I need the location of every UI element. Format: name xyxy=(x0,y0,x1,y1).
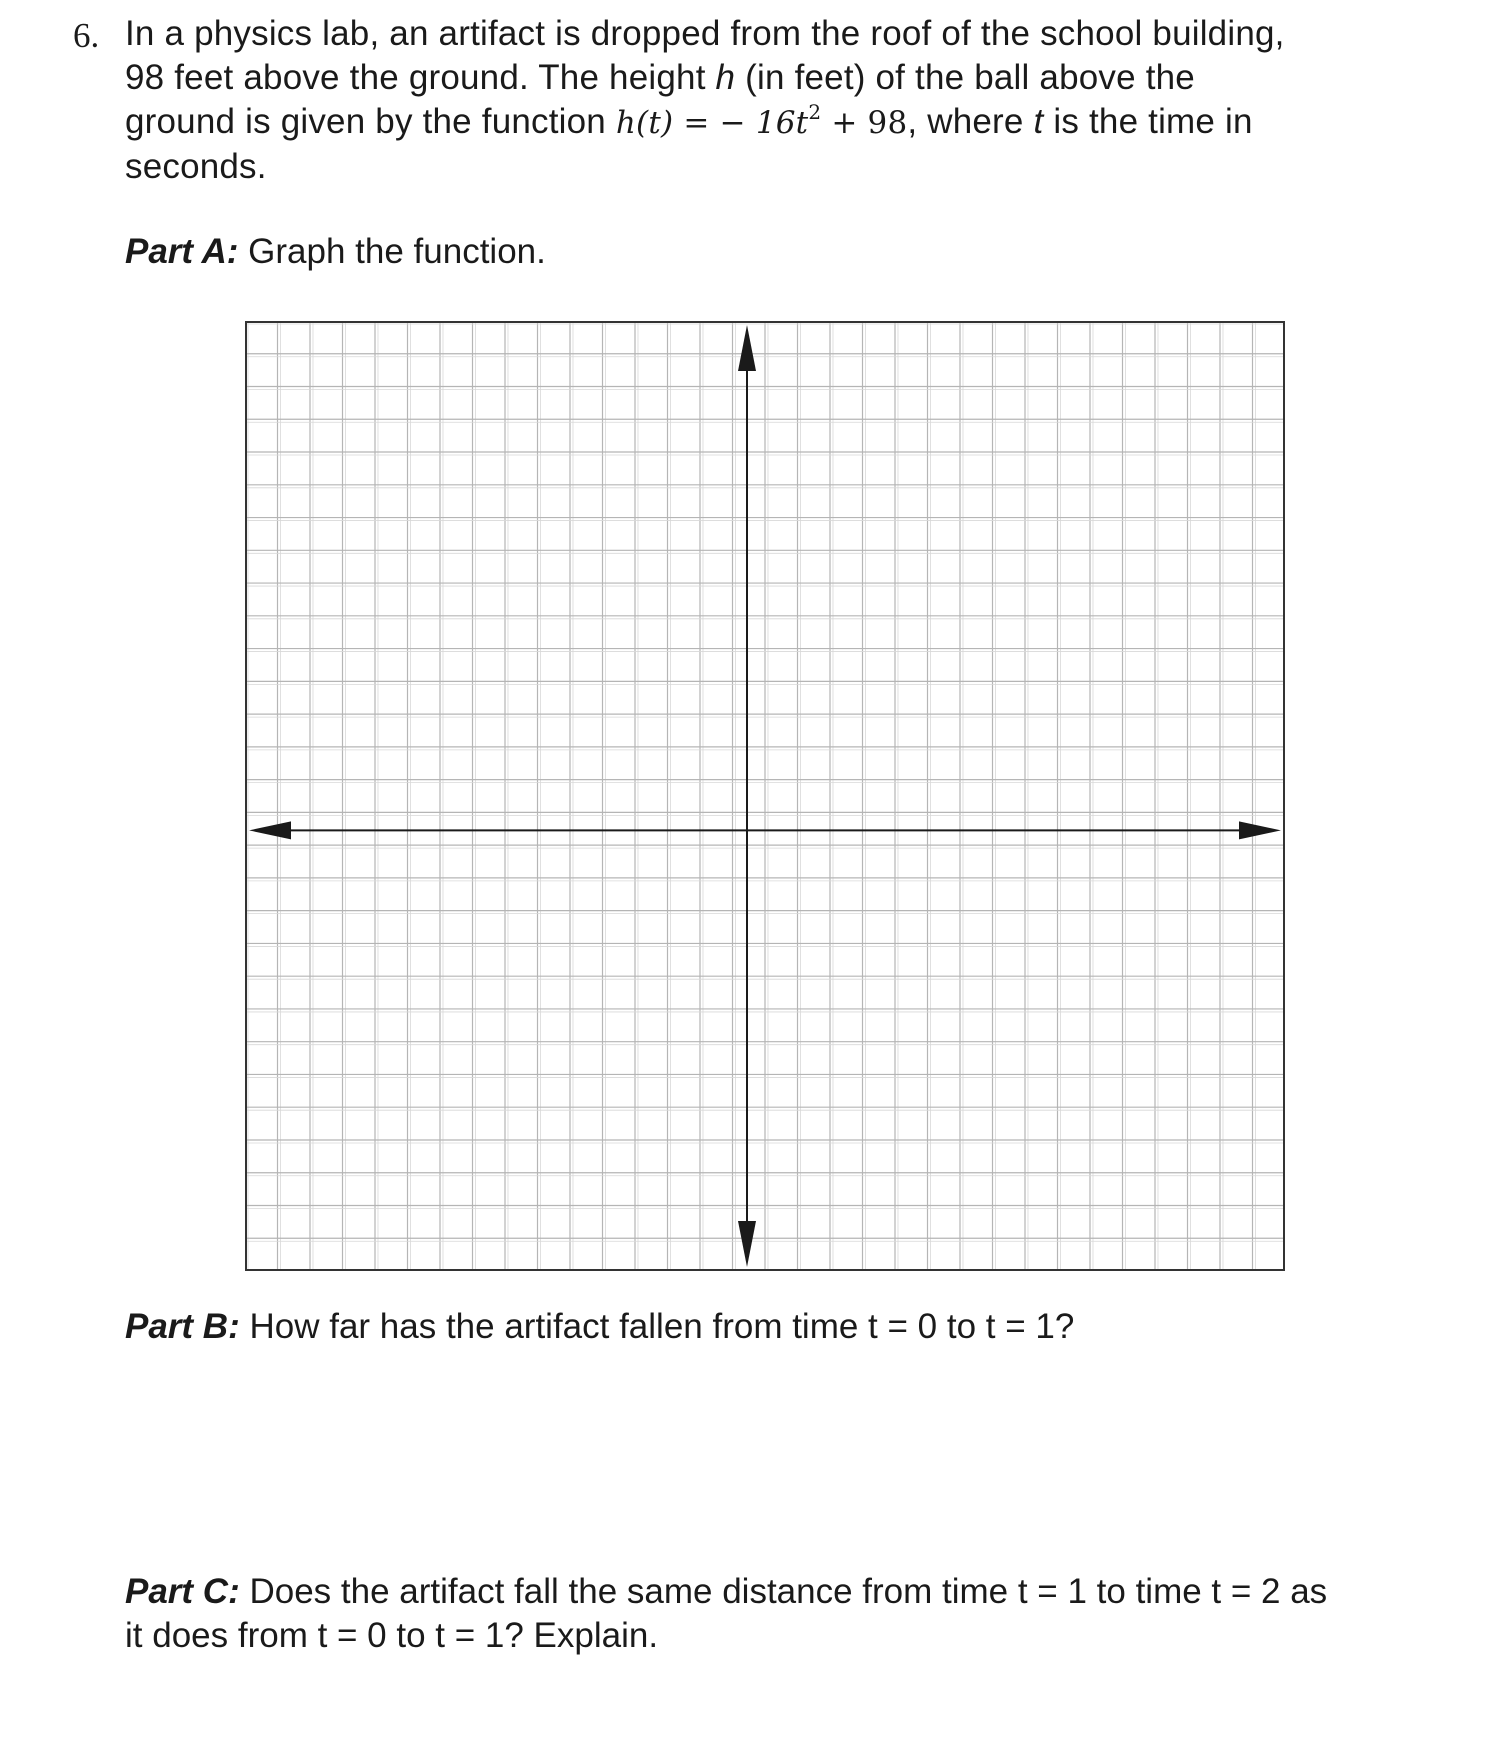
part-b xyxy=(125,1305,1074,1349)
question-line-2 xyxy=(125,56,1435,100)
question-line-3-b: , where xyxy=(907,102,1034,141)
function-rest: + 98 xyxy=(821,105,908,141)
variable-t: t xyxy=(1033,102,1044,141)
question-line-4: seconds. xyxy=(125,147,267,186)
x-axis-arrow-left-icon xyxy=(249,821,291,839)
question-line-2-b: (in feet) of the ball above the xyxy=(735,58,1195,97)
coordinate-plane[interactable] xyxy=(245,321,1285,1271)
part-c-text-1: Does the artifact fall the same distance from time t = 1 to time t = 2 as xyxy=(239,1572,1328,1611)
part-b-label: Part B: xyxy=(125,1307,240,1346)
part-c xyxy=(125,1570,1327,1658)
part-a-text: Graph the function. xyxy=(238,232,546,271)
part-a xyxy=(125,230,546,274)
function-formula xyxy=(615,100,908,141)
question-line-1: In a physics lab, an artifact is dropped from the roof of the school building, xyxy=(125,14,1285,53)
part-c-text-2: it does from t = 0 to t = 1? Explain. xyxy=(125,1616,659,1655)
function-exponent: 2 xyxy=(808,100,822,124)
part-c-label: Part C: xyxy=(125,1572,240,1611)
question-line-3 xyxy=(125,100,1435,145)
graph-grid[interactable] xyxy=(245,321,1285,1271)
question-line-3-c: is the time in xyxy=(1043,102,1253,141)
function-text: h(t) = − 16t xyxy=(615,105,809,141)
y-axis-arrow-down-icon xyxy=(738,1221,756,1267)
x-axis-arrow-right-icon xyxy=(1239,821,1281,839)
part-a-label: Part A: xyxy=(125,232,239,271)
question-text xyxy=(125,12,1435,189)
question-number: 6. xyxy=(73,16,100,55)
variable-h: h xyxy=(715,58,736,97)
y-axis-arrow-up-icon xyxy=(738,325,756,371)
part-b-text: How far has the artifact fallen from time t = 0 to t = 1? xyxy=(239,1307,1075,1346)
question-line-3-a: ground is given by the function xyxy=(125,102,616,141)
question-line-2-a: 98 feet above the ground. The height xyxy=(125,58,716,97)
